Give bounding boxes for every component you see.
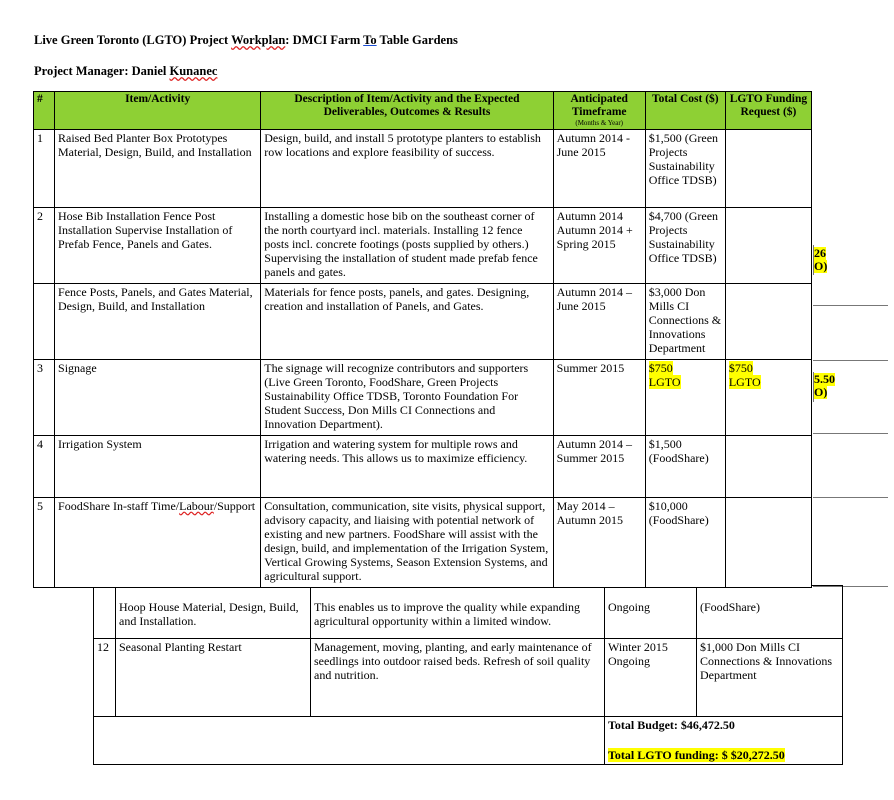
item-text-labour: Labour: [179, 499, 214, 513]
overflow-fragment: O): [814, 385, 828, 399]
project-manager-line: [34, 64, 217, 79]
header-timeframe-sub: (Months & Year): [575, 119, 624, 127]
num-cell: 5: [34, 498, 55, 588]
item-cell: Raised Bed Planter Box Prototypes Material, Design, Build, and Installation: [55, 130, 261, 208]
title-part: Table Gardens: [376, 33, 458, 47]
lgto-cell: [725, 284, 811, 360]
timeframe-cell: Winter 2015 Ongoing: [605, 639, 697, 717]
header-total-cost: Total Cost ($): [645, 92, 725, 130]
cost-cell: $1,500 (Green Projects Sustainability Office TDSB): [645, 130, 725, 208]
header-timeframe-label: Anticipated Timeframe: [570, 93, 628, 118]
num-cell: 12: [94, 639, 116, 717]
description-cell: Consultation, communication, site visits, physical support, advisory capacity, and liaising with potential network of existing and new partners. FoodShare will assist with the design, build, and implementation of the Irrigation System, Vertical Growing Systems, Season Extension Systems, and agricultural support.: [261, 498, 553, 588]
item-text: FoodShare In-staff Time/: [58, 499, 180, 513]
table-row: [34, 284, 812, 360]
fragment-rule: [813, 360, 888, 361]
table-row: [94, 639, 843, 717]
description-cell: Irrigation and watering system for multiple rows and watering needs. This allows us to maximize efficiency.: [261, 436, 553, 498]
lgto-source: LGTO: [728, 375, 761, 389]
cost-cell: [645, 360, 725, 436]
table-row: [34, 360, 812, 436]
pm-name: Kunanec: [169, 64, 218, 78]
num-cell: 2: [34, 208, 55, 284]
timeframe-cell: Summer 2015: [553, 360, 645, 436]
cost-cell: $4,700 (Green Projects Sustainability Office TDSB): [645, 208, 725, 284]
timeframe-cell: Ongoing: [605, 586, 697, 639]
header-lgto-request: LGTO Funding Request ($): [725, 92, 811, 130]
cost-cell: $10,000 (FoodShare): [645, 498, 725, 588]
lgto-amount: $750: [728, 361, 753, 375]
timeframe-cell: Autumn 2014 Autumn 2014 + Spring 2015: [553, 208, 645, 284]
table-row: [34, 208, 812, 284]
fragment-rule: [813, 497, 888, 498]
lgto-cell: [725, 208, 811, 284]
cost-amount: $750: [648, 361, 673, 375]
timeframe-cell: May 2014 – Autumn 2015: [553, 498, 645, 588]
timeframe-cell: Autumn 2014 – Summer 2015: [553, 436, 645, 498]
item-text: /Support: [213, 499, 256, 513]
num-cell: [94, 586, 116, 639]
description-cell: Management, moving, planting, and early maintenance of seedlings into outdoor raised beds. Refresh of soil quality and nutrition.: [311, 639, 605, 717]
table-row-totals: [94, 717, 843, 765]
cost-cell: $1,000 Don Mills CI Connections & Innovations Department: [697, 639, 843, 717]
totals-cell: [605, 717, 843, 765]
item-cell: Signage: [55, 360, 261, 436]
item-cell: Hoop House Material, Design, Build, and Installation.: [116, 586, 311, 639]
document-title: [34, 33, 458, 48]
header-num: #: [34, 92, 55, 130]
num-cell: [34, 284, 55, 360]
cost-cell: (FoodShare): [697, 586, 843, 639]
fragment-rule: [813, 305, 888, 306]
header-description: Description of Item/Activity and the Expected Deliverables, Outcomes & Results: [261, 92, 553, 130]
title-part-workplan: Workplan: [231, 33, 286, 47]
table-row: [34, 498, 812, 588]
item-cell: Fence Posts, Panels, and Gates Material, Design, Build, and Installation: [55, 284, 261, 360]
num-cell: 1: [34, 130, 55, 208]
num-cell: 4: [34, 436, 55, 498]
description-cell: This enables us to improve the quality while expanding agricultural opportunity within a limited window.: [311, 586, 605, 639]
header-timeframe: [553, 92, 645, 130]
overflow-fragment: 5.50: [814, 372, 835, 386]
total-lgto-funding: Total LGTO funding: $ $20,272.50: [608, 748, 785, 762]
cost-cell: $1,500 (FoodShare): [645, 436, 725, 498]
table-row: [94, 586, 843, 639]
cost-source: LGTO: [648, 375, 681, 389]
workplan-table: [33, 91, 812, 588]
lgto-cell: [725, 360, 811, 436]
lower-workplan-table: [93, 585, 843, 765]
table-row: [34, 436, 812, 498]
header-item: Item/Activity: [55, 92, 261, 130]
item-cell: Seasonal Planting Restart: [116, 639, 311, 717]
totals-spacer: [94, 717, 605, 765]
pm-label: Project Manager: Daniel: [34, 64, 170, 78]
overflow-fragment: O): [814, 259, 828, 273]
timeframe-cell: Autumn 2014 – June 2015: [553, 284, 645, 360]
item-cell: [55, 498, 261, 588]
title-part: Live Green Toronto (LGTO) Project: [34, 33, 232, 47]
cost-cell: $3,000 Don Mills CI Connections & Innovations Department: [645, 284, 725, 360]
header-row: [34, 92, 812, 130]
description-cell: The signage will recognize contributors and supporters (Live Green Toronto, FoodShare, Green Projects Sustainability Office TDSB, Toronto Foundation For Student Success, Don Mills CI Connections and Innovation Department).: [261, 360, 553, 436]
lgto-cell: [725, 498, 811, 588]
item-cell: Irrigation System: [55, 436, 261, 498]
table-row: [34, 130, 812, 208]
num-cell: 3: [34, 360, 55, 436]
description-cell: Design, build, and install 5 prototype planters to establish row locations and explore feasibility of success.: [261, 130, 553, 208]
overflow-fragment: 26: [814, 246, 826, 260]
fragment-rule: [813, 433, 888, 434]
item-cell: Hose Bib Installation Fence Post Installation Supervise Installation of Prefab Fence, Panels and Gates.: [55, 208, 261, 284]
title-part-to: To: [363, 33, 377, 47]
lgto-cell: [725, 130, 811, 208]
title-part: : DMCI Farm: [285, 33, 364, 47]
total-budget: Total Budget: $46,472.50: [608, 718, 735, 732]
timeframe-cell: Autumn 2014 - June 2015: [553, 130, 645, 208]
description-cell: Materials for fence posts, panels, and gates. Designing, creation and installation of Panels, and Gates.: [261, 284, 553, 360]
lgto-cell: [725, 436, 811, 498]
description-cell: Installing a domestic hose bib on the southeast corner of the north courtyard incl. materials. Installing 12 fence posts incl. concrete footings (posts supplied by others.) Supervising the installation of student made prefab fence panels and gates.: [261, 208, 553, 284]
